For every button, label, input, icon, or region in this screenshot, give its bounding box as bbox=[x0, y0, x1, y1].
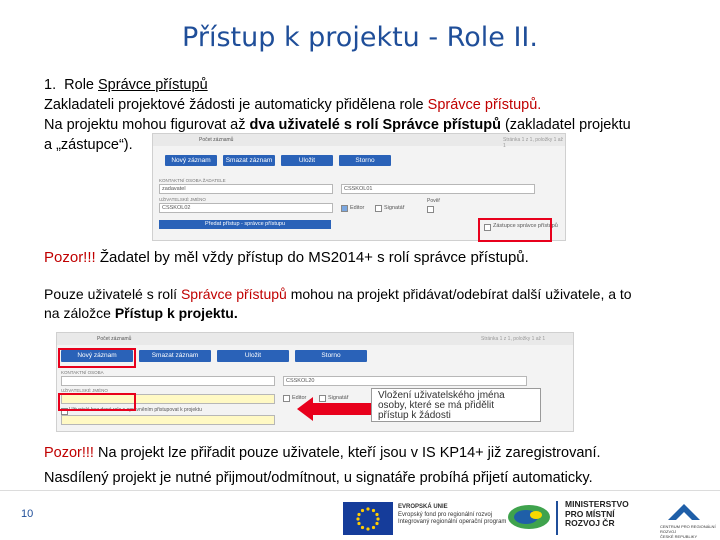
signatar-label-2: Signatář bbox=[328, 395, 349, 401]
highlight-box-username bbox=[58, 393, 136, 411]
mmr-line1: MINISTERSTVO bbox=[565, 499, 629, 509]
callout-line2: osoby, které se má přidělit bbox=[378, 400, 494, 411]
s2-line2-text: na záložce bbox=[44, 305, 115, 321]
line1-text: Zakladateli projektové žádosti je automaticky přidělena role bbox=[44, 97, 428, 113]
pozor1-text: Žadatel by měl vždy přístup do MS2014+ s rolí správce přístupů. bbox=[95, 249, 529, 266]
s2-line1-post: mohou na projekt přidávat/odebírat další uživatele, a to bbox=[286, 286, 632, 302]
crr-line2: ČESKÉ REPUBLIKY bbox=[660, 534, 698, 539]
toolbar-label: Počet záznamů bbox=[199, 137, 234, 143]
eu-logo-text bbox=[398, 504, 506, 527]
pover-label: Pověř bbox=[427, 198, 441, 204]
s2-line1-role: Správce přístupů bbox=[180, 286, 287, 302]
code-field-2[interactable]: CSSKOL20 bbox=[283, 376, 527, 386]
mmr-logo-text bbox=[565, 500, 629, 529]
highlight-box-new-record bbox=[58, 348, 136, 368]
footer-divider bbox=[0, 490, 720, 491]
cancel-button[interactable]: Storno bbox=[339, 155, 391, 166]
pozor2 bbox=[44, 443, 601, 463]
new-record-button-2[interactable]: Nový záznam bbox=[61, 350, 133, 362]
heading-number: 1. bbox=[44, 77, 57, 93]
screenshot-toolbar bbox=[153, 134, 565, 149]
eu-line3: Integrovaný regionální operační program bbox=[398, 519, 507, 525]
callout-line3: přístup k žádosti bbox=[378, 410, 451, 421]
editor-label: Editor bbox=[350, 205, 365, 211]
line2-bold: dva uživatelé s rolí Správce přístupů bbox=[249, 117, 501, 133]
irop-logo-icon bbox=[506, 503, 552, 531]
line2-post: (zakladatel projektu bbox=[500, 117, 631, 133]
row-text: Uživatelé bez dané role s oprávněním přistupovat k projektu bbox=[69, 407, 202, 413]
pozor1 bbox=[44, 248, 529, 268]
eu-line2: Evropský fond pro regionální rozvoj bbox=[398, 511, 493, 518]
code-field[interactable]: CSSKOL01 bbox=[341, 184, 535, 194]
crr-logo-icon bbox=[662, 500, 706, 524]
eu-line1: EVROPSKÁ UNIE bbox=[398, 504, 448, 510]
mmr-line2: PRO MÍSTNÍ bbox=[565, 508, 615, 519]
section1-heading bbox=[44, 75, 208, 95]
username-label: UŽIVATELSKÉ JMÉNO bbox=[159, 197, 206, 202]
callout-box bbox=[371, 388, 541, 422]
cancel-button-2[interactable]: Storno bbox=[295, 350, 367, 362]
eu-stars-icon bbox=[343, 502, 393, 535]
username-label-2: UŽIVATELSKÉ JMÉNO bbox=[61, 388, 108, 393]
arrow-left-icon bbox=[297, 397, 371, 421]
slide-title: Přístup k projektu - Role II. bbox=[182, 22, 538, 53]
row-field[interactable] bbox=[61, 415, 275, 425]
crr-logo-text bbox=[660, 524, 720, 539]
paging2-text: Stránka 1 z 1, položky 1 až 1 bbox=[481, 336, 546, 342]
highlight-box-deputy bbox=[478, 218, 552, 242]
line2-text: Na projektu mohou figurovat až bbox=[44, 117, 250, 133]
section1-line1 bbox=[44, 95, 541, 115]
contact-label-2: KONTAKTNÍ OSOBA bbox=[61, 370, 104, 375]
eu-flag-icon bbox=[343, 502, 393, 535]
delete-record-button[interactable]: Smazat záznam bbox=[223, 155, 275, 166]
save-button[interactable]: Uložit bbox=[281, 155, 333, 166]
save-button-2[interactable]: Uložit bbox=[217, 350, 289, 362]
section1-line2 bbox=[44, 115, 631, 135]
pozor2-text: Na projekt lze přiřadit pouze uživatele, kteří jsou v IS KP14+ již zaregistrovaní. bbox=[93, 445, 601, 461]
s2-line2-bold: Přístup k projektu. bbox=[114, 305, 238, 321]
signatar-label: Signatář bbox=[384, 205, 405, 211]
s2-line1-text: Pouze uživatelé s rolí bbox=[44, 286, 181, 302]
editor-label-2: Editor bbox=[292, 395, 307, 401]
mmr-bar-icon bbox=[556, 501, 562, 535]
signatar-checkbox[interactable] bbox=[375, 205, 382, 212]
paging-text: Stránka 1 z 1, položky 1 až 1 bbox=[503, 137, 564, 149]
mmr-line3: ROZVOJ ČR bbox=[565, 518, 615, 528]
page-number: 10 bbox=[21, 508, 34, 520]
section2-line1 bbox=[44, 284, 632, 304]
delete-record-button-2[interactable]: Smazat záznam bbox=[139, 350, 211, 362]
username-field[interactable]: CSSKOL02 bbox=[159, 203, 333, 213]
toolbar2-label: Počet záznamů bbox=[97, 336, 132, 342]
crr-line1: CENTRUM PRO REGIONÁLNÍ ROZVOJ bbox=[660, 524, 716, 534]
pozor1-prefix: Pozor!!! bbox=[44, 249, 96, 266]
section2-line2 bbox=[44, 303, 238, 323]
transfer-access-button[interactable]: Předat přístup - správce přístupu bbox=[159, 220, 331, 229]
line1-role: Správce přístupů. bbox=[427, 97, 542, 113]
shared-project-note: Nasdílený projekt je nutné přijmout/odmítnout, u signatáře probíhá přijetí automaticky. bbox=[44, 470, 593, 486]
section1-line3: a „zástupce“). bbox=[44, 137, 133, 153]
screenshot2-toolbar bbox=[57, 333, 573, 345]
editor-checkbox-2[interactable] bbox=[283, 395, 290, 402]
editor-checkbox[interactable] bbox=[341, 205, 348, 212]
deputy-label: Zástupce správce přístupů bbox=[493, 223, 558, 229]
user-field[interactable]: zadavatel bbox=[159, 184, 333, 194]
heading-prefix: Role bbox=[64, 77, 99, 93]
heading-role: Správce přístupů bbox=[98, 77, 208, 93]
contact-label: KONTAKTNÍ OSOBA ŽADATELE bbox=[159, 178, 226, 183]
pozor2-prefix: Pozor!!! bbox=[44, 445, 94, 461]
callout-line1: Vložení uživatelského jména bbox=[378, 390, 505, 401]
new-record-button[interactable]: Nový záznam bbox=[165, 155, 217, 166]
pover-checkbox[interactable] bbox=[427, 206, 434, 213]
contact-field-2[interactable] bbox=[61, 376, 275, 386]
